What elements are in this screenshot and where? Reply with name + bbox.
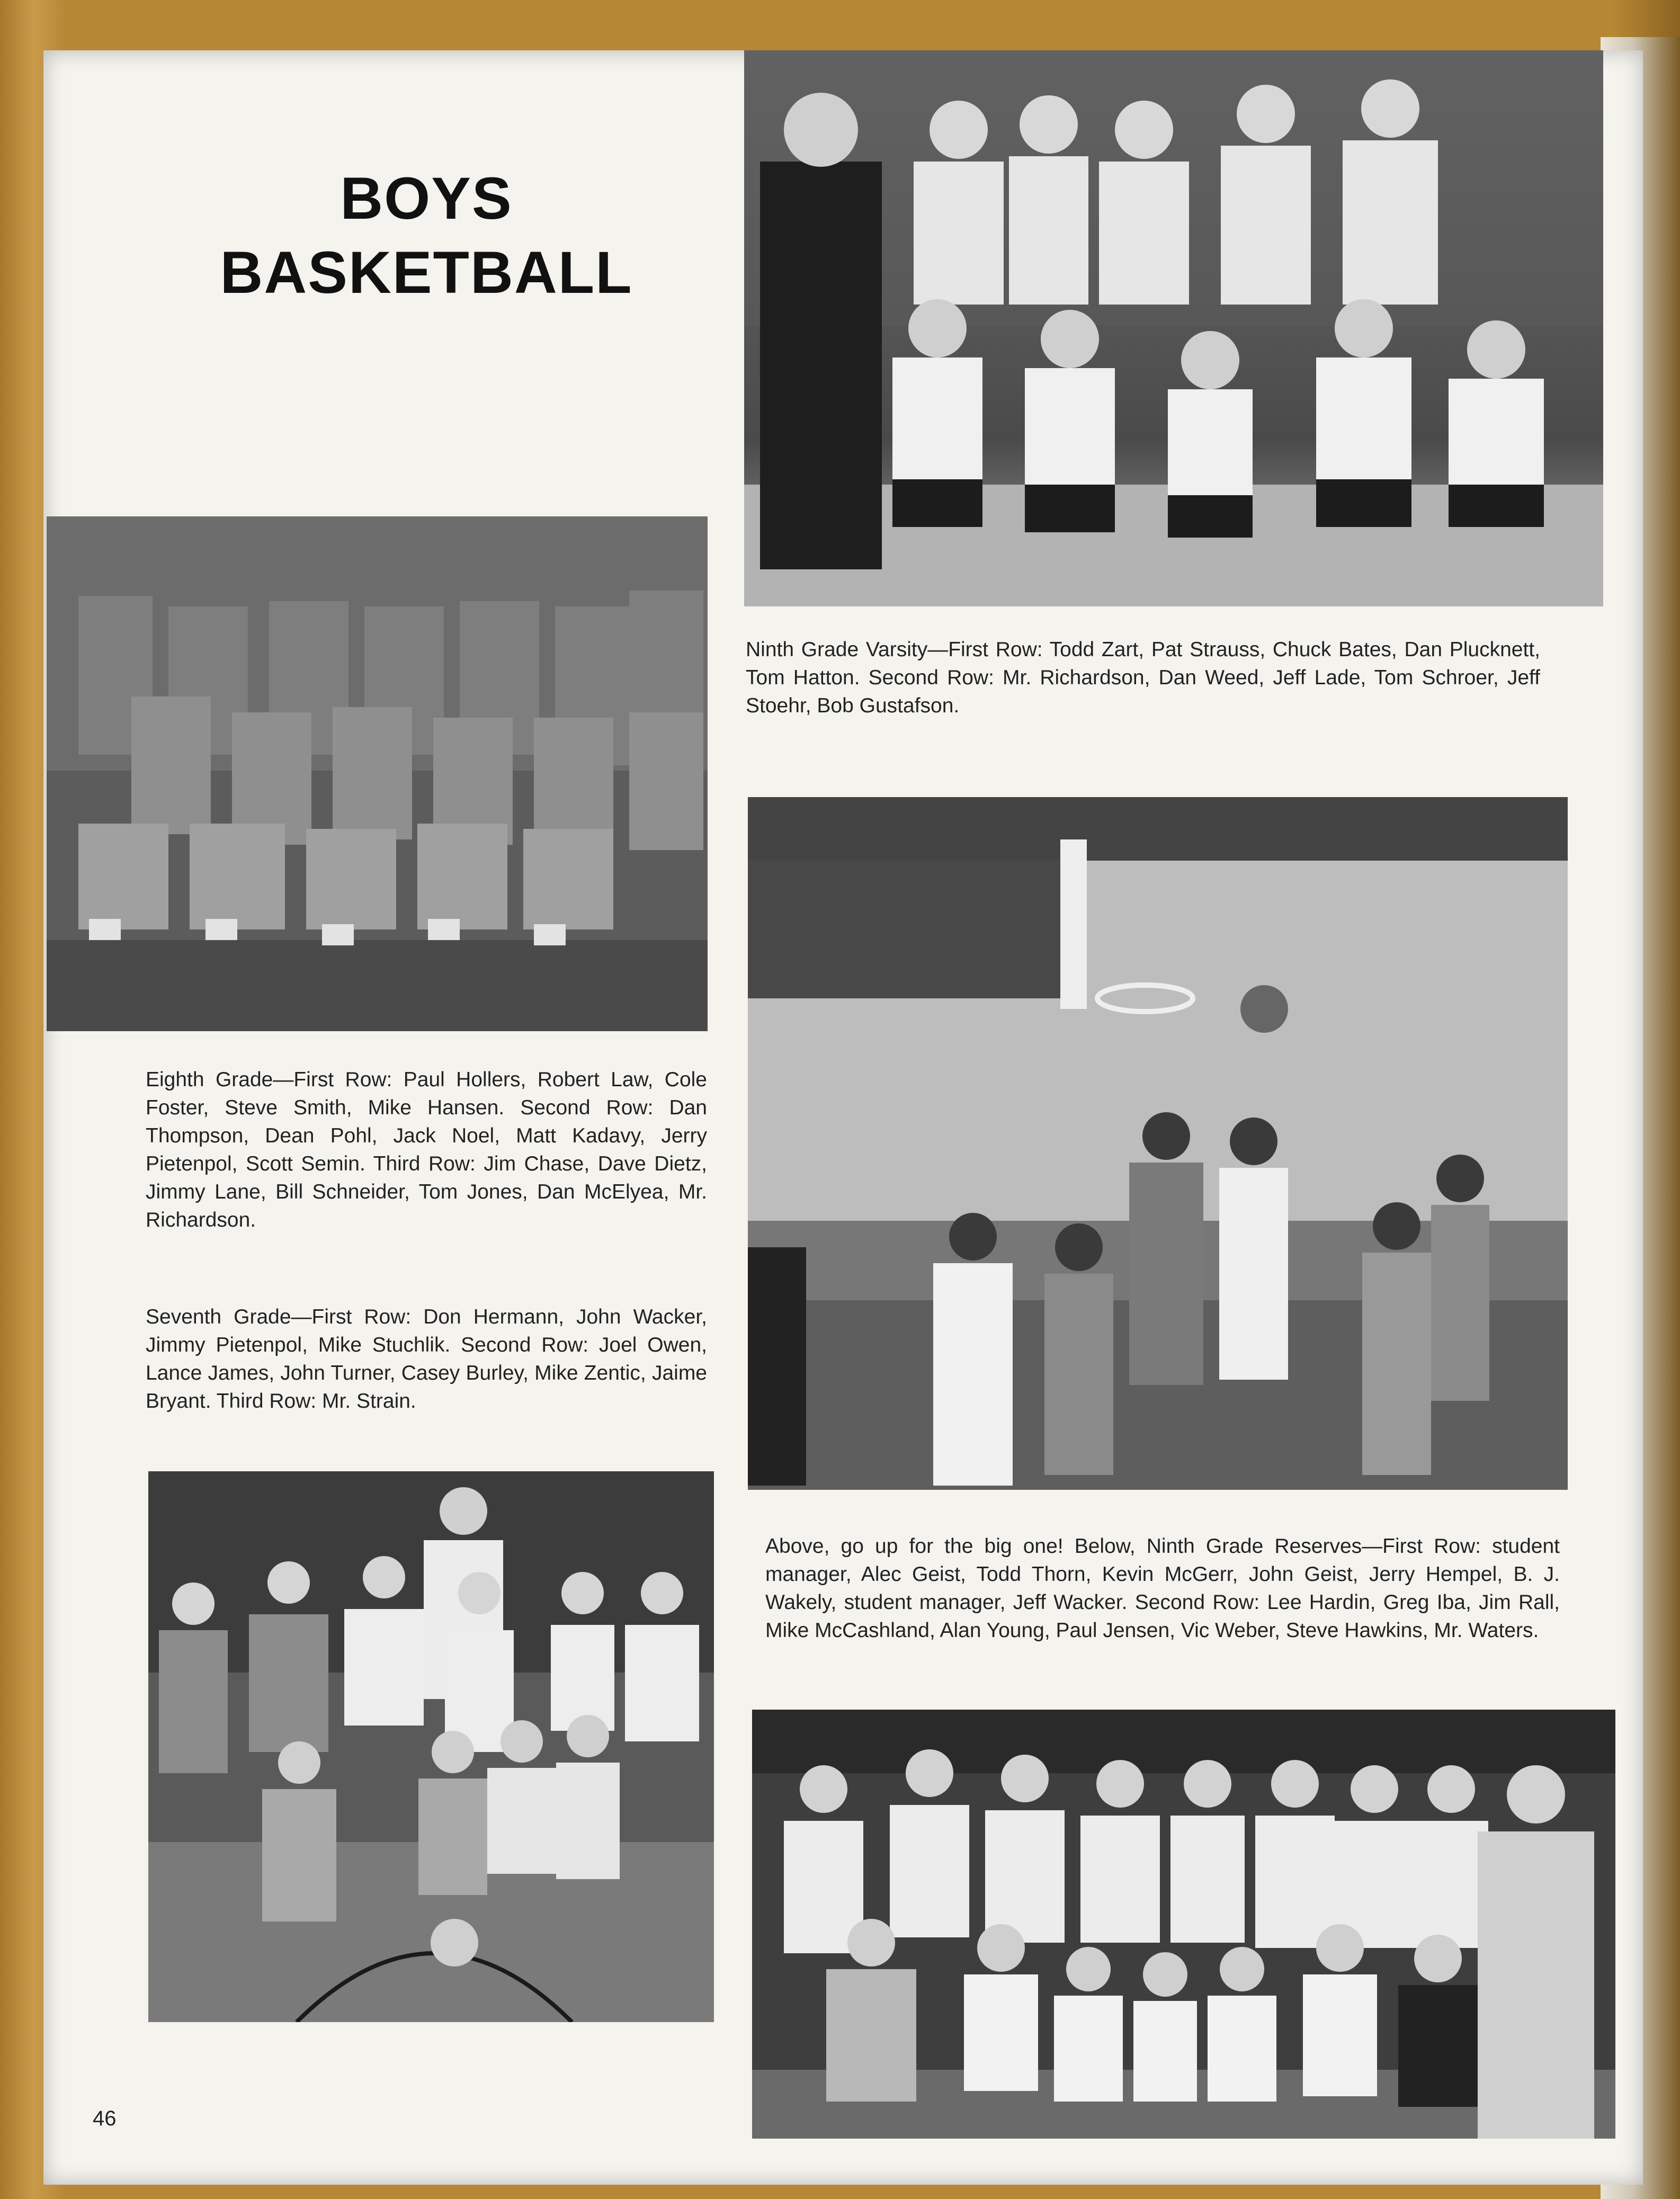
photo-ninth-grade-reserves: [752, 1710, 1615, 2139]
caption-seventh-grade: Seventh Grade—First Row: Don Hermann, John Wacker, Jimmy Pietenpol, Mike Stuchlik. Second Row: Joel Owen, Lance James, John Turner, Casey Burley, Mike Zentic, Jaime Bryant. Third Row: Mr. Strain.: [146, 1306, 707, 1413]
page-title: [175, 162, 678, 310]
caption-ninth-grade-varsity: Ninth Grade Varsity—First Row: Todd Zart, Pat Strauss, Chuck Bates, Dan Plucknett, Tom Hatton. Second Row: Mr. Richardson, Dan Weed, Jeff Lade, Tom Schroer, Jeff Stoehr, Bob Gustafson.: [746, 638, 1540, 717]
photo-seventh-grade: [148, 1471, 714, 2022]
page-number: 46: [93, 2107, 117, 2130]
title-line-1: BOYS: [340, 165, 513, 231]
caption-eighth-grade: Eighth Grade—First Row: Paul Hollers, Robert Law, Cole Foster, Steve Smith, Mike Hansen. Second Row: Dan Thompson, Dean Pohl, Jack Noel, Matt Kadavy, Jerry Pietenpol, Scott Semin. Third Row: Jim Chase, Dave Dietz, Jimmy Lane, Bill Schneider, Tom Jones, Dan McElyea, Mr. Richardson.: [146, 1068, 707, 1231]
photo-ninth-grade-varsity: [744, 50, 1603, 606]
title-line-2: BASKETBALL: [220, 239, 633, 306]
caption-action-and-reserves: Above, go up for the big one! Below, Ninth Grade Reserves—First Row: student manager, Alec Geist, Todd Thorn, Kevin McGerr, John Geist, Jerry Hempel, B. J. Wakely, student manager, Jeff Wacker. Second Row: Lee Hardin, Greg Iba, Jim Rall, Mike McCashland, Alan Young, Paul Jensen, Vic Weber, Steve Hawkins, Mr. Waters.: [765, 1535, 1560, 1642]
photo-eighth-grade: [47, 516, 708, 1031]
photo-game-action: [748, 797, 1568, 1490]
